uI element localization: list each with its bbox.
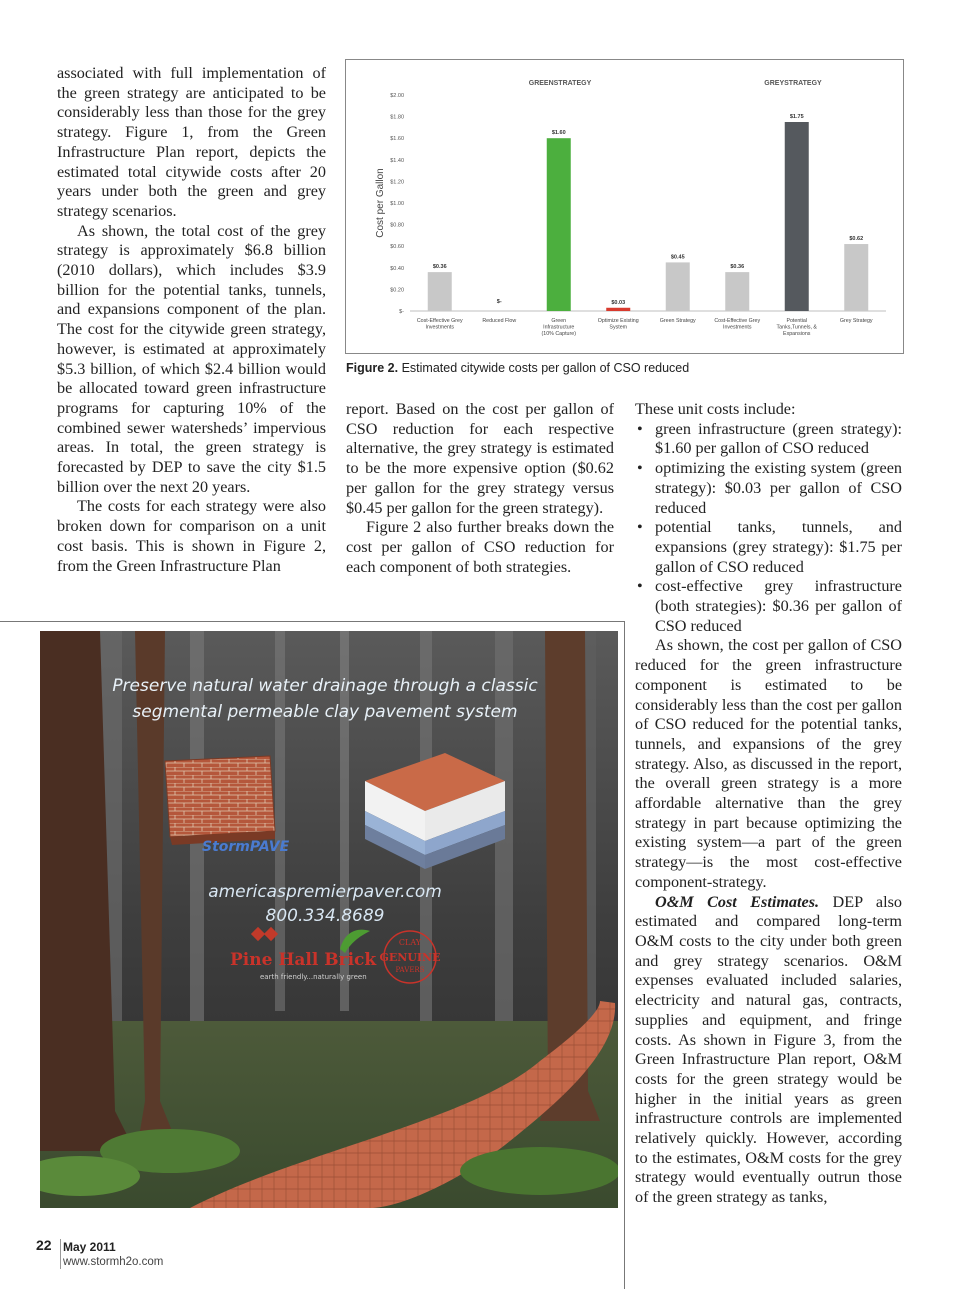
y-tick-label: $1.60 bbox=[390, 136, 404, 143]
bar bbox=[606, 308, 630, 311]
caption-label: Figure 2. bbox=[346, 361, 399, 375]
x-tick-label: Cost-Effective Grey bbox=[416, 318, 463, 324]
bar-data-label: $- bbox=[496, 299, 502, 305]
page-number: 22 bbox=[36, 1237, 52, 1253]
paragraph: These unit costs include: bbox=[635, 400, 796, 418]
x-tick-label: Optimize Existing bbox=[597, 318, 639, 324]
strategy-group-title: GREYSTRATEGY bbox=[764, 80, 822, 87]
list-item: • optimizing the existing system (green strategy): $0.03 per gallon of CSO reduced bbox=[635, 459, 902, 518]
bar-data-label: $0.62 bbox=[849, 236, 864, 243]
ad-headline-line-1: Preserve natural water drainage through a classic bbox=[112, 676, 538, 696]
x-tick-label: System bbox=[609, 324, 628, 331]
bar-data-label: $0.36 bbox=[432, 264, 447, 271]
paragraph: report. Based on the cost per gallon of CSO reduction for each respective alternative, the grey strategy is estimated to be the more expensive option ($0.62 per gallon for the grey strategy versus $0.45 per gallon for the green strategy). bbox=[346, 400, 614, 517]
y-tick-label: $1.40 bbox=[390, 157, 404, 164]
bar-data-label: $0.45 bbox=[670, 254, 685, 261]
x-tick-label: Cost-Effective Grey bbox=[714, 318, 761, 324]
text-column-2 bbox=[346, 400, 614, 577]
caption-text: Estimated citywide costs per gallon of CSO reduced bbox=[398, 361, 690, 375]
figure-caption bbox=[346, 361, 906, 375]
ad-seal-top: CLAY bbox=[398, 938, 422, 947]
x-tick-label: Infrastructure bbox=[543, 324, 575, 331]
bar bbox=[428, 272, 452, 311]
bar bbox=[844, 244, 868, 311]
column-rule bbox=[624, 621, 625, 1289]
footer-website[interactable]: www.stormh2o.com bbox=[63, 1256, 164, 1268]
x-tick-label: Investments bbox=[722, 324, 752, 331]
x-tick-label: (10% Capture) bbox=[541, 331, 576, 337]
ad-headline-line-2: segmental permeable clay pavement system bbox=[132, 702, 518, 722]
unit-cost-list bbox=[635, 420, 902, 637]
paver-sample-image bbox=[165, 756, 275, 845]
bar-data-label: $1.60 bbox=[551, 130, 566, 137]
y-tick-label: $1.00 bbox=[390, 201, 404, 207]
x-tick-label: Investments bbox=[425, 324, 455, 331]
ad-frame-line bbox=[0, 621, 624, 622]
bar bbox=[666, 262, 690, 311]
y-tick-label: $0.60 bbox=[390, 244, 404, 251]
paragraph: As shown, the total cost of the grey strategy is approximately $6.8 billion (2010 dollars), which includes $3.9 billion for the potential tanks, tunnels, and expansions component of the plan. The cost for the citywide green strategy, however, is estimated at approximately $5.3 billion, of which $2.4 billion would be allocated toward green infrastructure programs for capturing 10% of the combined sewer watersheds’ impervious areas. In total, the green strategy is forecasted by DEP to save the city $1.5 billion over the next 20 years. bbox=[57, 221, 326, 496]
text-column-1 bbox=[57, 64, 326, 576]
paragraph: associated with full implementation of the green strategy are anticipated to be considerably less than those for the grey strategy. Figure 1, from the Green Infrastructure Plan report, depicts the estimated total citywide costs after 20 years under both the green and grey strategy scenarios. bbox=[57, 64, 326, 220]
ad-seal-mid: GENUINE bbox=[379, 951, 441, 964]
y-tick-label: $2.00 bbox=[390, 93, 404, 99]
bar bbox=[725, 272, 749, 311]
y-tick-label: $- bbox=[399, 309, 404, 315]
text-column-3 bbox=[635, 400, 902, 1208]
y-tick-label: $0.80 bbox=[390, 222, 404, 229]
list-item: • green infrastructure (green strategy): $1.60 per gallon of CSO reduced bbox=[635, 420, 902, 459]
cost-per-gallon-chart bbox=[346, 60, 903, 353]
ad-website[interactable]: americaspremierpaver.com bbox=[208, 882, 442, 902]
paragraph: The costs for each strategy were also broken down for comparison on a unit cost basis. This is shown in Figure 2, from the Green Infrastructure Plan bbox=[57, 497, 326, 575]
bar bbox=[785, 122, 809, 311]
footer-divider bbox=[60, 1239, 61, 1269]
list-item: • potential tanks, tunnels, and expansions (grey strategy): $1.75 per gallon of CSO reduced bbox=[635, 518, 902, 577]
y-tick-label: $1.80 bbox=[390, 114, 404, 121]
ad-brand-name: Pine Hall Brick bbox=[230, 950, 377, 970]
paragraph: As shown, the cost per gallon of CSO reduced for the green infrastructure component is estimated to be considerably less than the cost per gallon of CSO reduced for the potential tanks, tunnels, and expansions of the grey strategy. Also, as discussed in the report, the overall green strategy is a more affordable alternative than the grey strategy in part because optimizing the existing system—a part of the green strategy—is the most cost-effective component-strategy. bbox=[635, 636, 902, 891]
strategy-group-title: GREENSTRATEGY bbox=[528, 80, 592, 87]
paragraph bbox=[635, 893, 902, 1208]
paragraph-text: DEP also estimated and compared long-term O&M costs to the city under both green and grey strategy scenarios. O&M expenses evaluated included salaries, electricity and natural gas, contracts, supplies and equipment, and fringe costs. As shown in Figure 3, from the Green Infrastructure Plan report, O&M costs for the green strategy would be higher in the initial years as green infrastructure controls are implemented relatively quickly. However, according to the estimates, O&M costs for the grey strategy would eventually outrun those of the green strategy as tanks, bbox=[635, 892, 903, 1207]
x-tick-label: Green bbox=[551, 318, 567, 324]
x-tick-label: Grey Strategy bbox=[839, 318, 873, 324]
bar-data-label: $0.03 bbox=[611, 299, 626, 306]
y-axis-title: Cost per Gallon bbox=[375, 168, 386, 238]
ad-product-name: StormPAVE bbox=[202, 839, 290, 855]
y-tick-label: $0.40 bbox=[390, 265, 404, 272]
y-tick-label: $0.20 bbox=[390, 287, 404, 294]
ad-seal-bottom: PAVERS bbox=[395, 966, 425, 974]
paragraph: Figure 2 also further breaks down the cost per gallon of CSO reduction for each component of both strategies. bbox=[346, 518, 614, 576]
x-tick-label: Expansions bbox=[783, 331, 811, 337]
run-in-heading: O&M Cost Estimates. bbox=[655, 892, 820, 911]
issue-date: May 2011 bbox=[63, 1240, 116, 1254]
x-tick-label: Potential bbox=[786, 318, 808, 324]
x-tick-label: Reduced Flow bbox=[482, 318, 517, 324]
bar-data-label: $0.36 bbox=[730, 264, 745, 271]
bar bbox=[547, 138, 571, 311]
x-tick-label: Tanks,Tunnels, & bbox=[776, 324, 817, 331]
y-tick-label: $1.20 bbox=[390, 179, 404, 186]
figure-2-chart bbox=[345, 59, 904, 354]
list-item: • cost-effective grey infrastructure (both strategies): $0.36 per gallon of CSO reduced bbox=[635, 577, 902, 636]
x-tick-label: Green Strategy bbox=[659, 318, 696, 324]
ad-artwork bbox=[40, 631, 618, 1208]
bar-data-label: $1.75 bbox=[789, 114, 804, 120]
advertisement[interactable] bbox=[40, 631, 618, 1208]
ad-brand-tagline: earth friendly...naturally green bbox=[260, 973, 367, 981]
ad-phone[interactable]: 800.334.8689 bbox=[265, 906, 385, 926]
